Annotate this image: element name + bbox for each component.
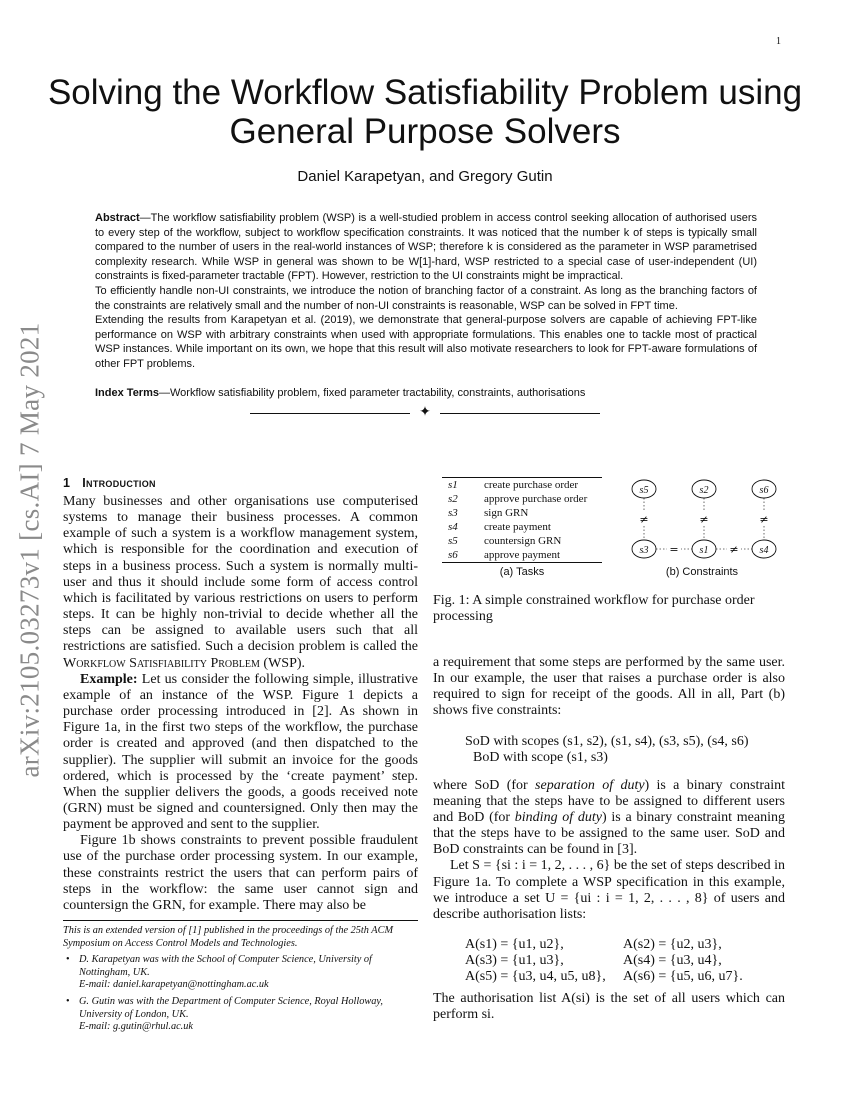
intro-paragraph-1: Many businesses and other organisations use computerised systems to manage their business processes. A common example of such a system is a workflow management system, which is responsible for the coordination and execution of steps in a business process. Such a system is normally multi-user and thus it should include some form of access control which is facilitated by various restrictions on users to perform steps. It can be highly non-trivial to decide whether all the steps can be assigned to available users such that all restrictions are satisfied. Such a decision problem is called the Workflow Satisfiability Problem (WSP). [63, 494, 418, 671]
tasks-caption: (a) Tasks [499, 566, 545, 578]
auth-row [465, 937, 743, 953]
node-label-s4: s4 [759, 545, 769, 556]
auth-entry: A(s1) = {u1, u2}, [465, 937, 564, 953]
task-label: approve purchase order [484, 493, 588, 505]
node-label-s2: s2 [699, 485, 709, 496]
index-terms-text: —Workflow satisfiability problem, fixed parameter tractability, constraints, authorisations [159, 387, 586, 399]
sod-term: separation of duty [535, 777, 645, 793]
auth-entry: A(s3) = {u1, u3}, [465, 953, 564, 969]
neq-label-s5-s3: ≠ [639, 513, 649, 526]
task-row [442, 506, 602, 520]
neq-label-s1-s4: ≠ [729, 543, 739, 556]
paper-title: Solving the Workflow Satisfiability Problem using General Purpose Solvers [47, 73, 803, 151]
task-label: create payment [484, 521, 551, 533]
section-number: 1 [63, 476, 71, 490]
node-label-s5: s5 [639, 485, 649, 496]
auth-row [465, 953, 743, 969]
footnotes [63, 920, 418, 1034]
divider-rule-left [250, 413, 410, 414]
index-terms [95, 386, 757, 400]
right-paragraph-2: where SoD (for separation of duty) is a binary constraint meaning that the steps have to be assigned to different users and BoD (for binding of duty) is a binary constraint meaning that the steps have to be assigned to the same user. SoD and BoD constraints can be found in [3]. [433, 777, 785, 858]
bod-line: BoD with scope (s1, s3) [473, 749, 608, 765]
abstract-text-1: —The workflow satisfiability problem (WSP) is a well-studied problem in access control seeking allocation of authorised users to every step of the workflow, subject to workflow specification constraints. It was noticed that the number k of steps is typically small compared to the number of users in the real-world instances of WSP; therefore k is considered as the parameter in WSP parametrised complexity research. While WSP in general was shown to be W[1]-hard, WSP restricted to a special case of user-independent (UI) constraints is fixed-parameter tractable (FPT). However, restriction to the UI constraints might be impractical. [95, 212, 757, 283]
eq-label-s3-s1: = [669, 543, 679, 556]
task-id: s1 [448, 479, 458, 491]
wsp-term: Workflow Satisfiability Problem [63, 655, 260, 671]
neq-label-s6-s4: ≠ [759, 513, 769, 526]
neq-label-s2-s1: ≠ [699, 513, 709, 526]
footnote-author-2: • G. Gutin was with the Department of Computer Science, Royal Holloway, University of London, UK. E-mail: g.gutin@rhul.ac.uk [63, 996, 418, 1034]
arxiv-sidebar [0, 0, 60, 1100]
bullet-icon: • [66, 954, 70, 966]
abstract-label: Abstract [95, 212, 140, 224]
footnote-email-2: E-mail: g.gutin@rhul.ac.uk [79, 1021, 193, 1033]
figure-caption: Fig. 1: A simple constrained workflow for purchase order processing [433, 593, 755, 624]
task-id: s3 [448, 507, 458, 519]
arxiv-stamp: arXiv:2105.03273v1 [cs.AI] 7 May 2021 [14, 322, 45, 778]
divider-star-icon: ✦ [419, 405, 431, 420]
task-id: s5 [448, 535, 458, 547]
intro-paragraph-3: Figure 1b shows constraints to prevent possible fraudulent use of the purchase order processing system. In our example, these constraints restrict the users that can perform pairs of steps in the workflow: the same user cannot sign and countersign the GRN, for example. There may also be [63, 833, 418, 913]
paper-authors: Daniel Karapetyan, and Gregory Gutin [297, 168, 553, 185]
constraints-caption: (b) Constraints [665, 566, 739, 578]
index-terms-label: Index Terms [95, 387, 159, 399]
auth-row [465, 969, 743, 985]
auth-entry: A(s6) = {u5, u6, u7}. [623, 969, 743, 985]
task-label: countersign GRN [484, 535, 562, 547]
intro-paragraph-2: Example: Let us consider the following simple, illustrative example of an instance of the WSP. Figure 1 depicts a purchase order processing introduced in [2]. As shown in Figure 1a, in the first two steps of the workflow, the purchase order is created and approved (and then dispatched to the supplier). The supplier will submit an invoice for the goods ordered, which is processed by the ‘create payment’ step. When the supplier delivers the goods, a goods received note (GRN) must be signed and countersigned. Only then may the payment be approved and sent to the supplier. [63, 671, 418, 833]
task-label: approve payment [484, 549, 561, 561]
abstract [95, 211, 757, 372]
node-label-s3: s3 [639, 545, 649, 556]
abstract-paragraph-3: Extending the results from Karapetyan et al. (2019), we demonstrate that general-purpose solvers are capable of achieving FPT-like performance on WSP with arbitrary constraints when used with appropriate formulations. This enables one to tackle most of practical WSP instances. While important on its own, we hope that this result will also motivate researchers to look for FPT-aware formulations of other FPT problems. [95, 314, 757, 370]
bullet-icon: • [66, 995, 70, 1007]
page-number: 1 [776, 36, 781, 47]
section-heading [63, 476, 418, 490]
footnote-author-1: • D. Karapetyan was with the School of Computer Science, University of Nottingham, UK. E-mail: daniel.karapetyan@nottingham.ac.uk [63, 954, 418, 992]
task-label: sign GRN [484, 507, 529, 519]
tasks-table [442, 477, 602, 563]
constraint-list [433, 734, 785, 766]
sod-line: SoD with scopes (s1, s2), (s1, s4), (s3, s5), (s4, s6) [465, 733, 749, 749]
task-row [442, 548, 602, 563]
task-row [442, 534, 602, 548]
footnote-email-1: E-mail: daniel.karapetyan@nottingham.ac.uk [79, 979, 269, 991]
auth-entry: A(s5) = {u3, u4, u5, u8}, [465, 969, 606, 985]
section-title: Introduction [82, 476, 156, 490]
abstract-paragraph-1 [95, 211, 757, 284]
auth-entry: A(s4) = {u3, u4}, [623, 953, 722, 969]
task-id: s2 [448, 493, 458, 505]
node-label-s6: s6 [759, 485, 769, 496]
task-row [442, 492, 602, 506]
divider-rule-right [440, 413, 600, 414]
figure-tasks [442, 477, 602, 563]
task-row [442, 478, 602, 493]
footnote-intro: This is an extended version of [1] published in the proceedings of the 25th ACM Symposium on Access Control Models and Technologies. [63, 925, 394, 949]
task-row [442, 520, 602, 534]
left-column [63, 476, 418, 914]
right-paragraph-1: a requirement that some steps are performed by the same user. In our example, the user that raises a purchase order is also required to sign for receipt of the goods. All in all, Part (b) shows five constraints: [433, 655, 785, 719]
constraints-graph [612, 476, 792, 566]
authorisation-lists [465, 937, 743, 985]
example-label: Example: [80, 671, 138, 687]
right-column [433, 655, 785, 1023]
auth-entry: A(s2) = {u2, u3}, [623, 937, 722, 953]
right-paragraph-3: Let S = {si : i = 1, 2, . . . , 6} be the set of steps described in Figure 1a. To complete a WSP specification in this example, we introduce a set U = {ui : i = 1, 2, . . . , 8} of users and describe authorisation lists: [433, 858, 785, 922]
task-id: s6 [448, 549, 458, 561]
right-paragraph-4: The authorisation list A(si) is the set of all users which can perform si. [433, 991, 785, 1023]
task-label: create purchase order [484, 479, 579, 491]
task-id: s4 [448, 521, 458, 533]
bod-term: binding of duty [514, 809, 603, 825]
abstract-paragraph-2: To efficiently handle non-UI constraints, we introduce the notion of branching factor of a constraint. As long as the branching factors of the constraints are relatively small and the number of non-UI constraints is reasonable, WSP can be solved in FPT time. [95, 284, 757, 312]
node-label-s1: s1 [699, 545, 709, 556]
